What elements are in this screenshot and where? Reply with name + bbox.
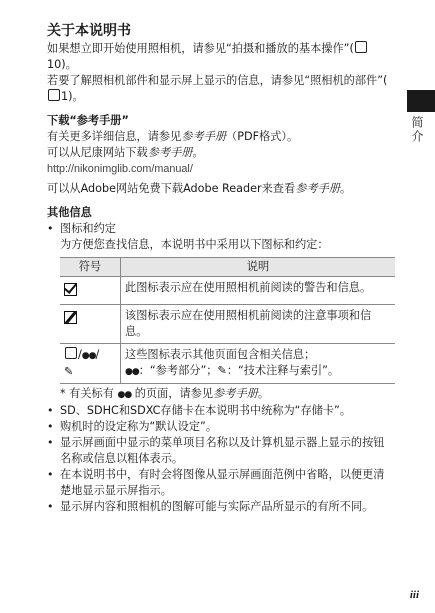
table-header-symbol: 符号 — [60, 258, 121, 277]
section-tab-label: 简介 — [410, 116, 424, 144]
list-item: • 购机时的设定称为“默认设定”。 — [47, 419, 395, 435]
binoculars-icon: ●● — [125, 367, 139, 377]
download-line-3: 可以从Adobe网站免费下载Adobe Reader来查看参考手册。 — [47, 182, 352, 195]
book-icon — [65, 347, 77, 359]
icons-bullet-title: • 图标和约定 — [47, 221, 395, 237]
table-row — [60, 305, 395, 344]
table-cell-description: 这些图标表示其他页面包含相关信息； ●●：“参考部分”；✎：“技术注释与索引”。 — [121, 344, 396, 384]
note-pencil-icon — [64, 311, 77, 324]
manual-url-link[interactable]: http://nikonimglib.com/manual/ — [47, 163, 193, 175]
page-number: iii — [409, 589, 419, 601]
section-tab-marker — [407, 90, 435, 112]
binoculars-icon: ●● — [117, 390, 132, 400]
download-line-2: 可以从尼康网站下载参考手册。 — [47, 146, 204, 159]
wrench-icon: ✎ — [64, 365, 74, 378]
wrench-icon: ✎ — [217, 364, 227, 377]
list-item: • 显示屏画面中显示的菜单项目名称以及计算机显示器上显示的按钮名称或信息以粗体表示。 — [47, 435, 395, 467]
table-row — [60, 277, 395, 305]
list-item: • SD、SDHC和SDXC存储卡在本说明书中统称为“存储卡”。 — [47, 403, 395, 419]
warning-check-icon — [64, 283, 77, 296]
footnote: * 有关标有 ●● 的页面，请参见参考手册。 — [47, 386, 395, 403]
icons-description: 为方便您查找信息，本说明书中采用以下图标和约定： — [60, 238, 329, 251]
symbols-table — [60, 257, 395, 384]
list-item: • 在本说明书中，有时会将图像从显示屏画面范例中省略，以便更清楚地显示显示屏指示。 — [47, 467, 395, 499]
intro-paragraph-2: 若要了解照相机部件和显示屏上显示的信息，请参见“照相机的部件”(1)。 — [47, 74, 388, 103]
page-title: 关于本说明书 — [47, 23, 131, 39]
table-header-description: 说明 — [121, 258, 396, 277]
book-icon — [48, 89, 60, 101]
page-content — [47, 22, 395, 515]
table-cell-description: 此图标表示应在使用照相机前阅读的警告和信息。 — [121, 277, 396, 305]
download-line-1: 有关更多详细信息，请参见参考手册（PDF格式）。 — [47, 130, 299, 143]
download-heading: 下载“参考手册” — [47, 114, 129, 127]
table-row: /●●/ ✎ 这些图标表示其他页面包含相关信息； ●●：“参考部分”；✎：“技术注释与索引”。 — [60, 344, 395, 384]
other-info-heading: 其他信息 — [47, 206, 92, 219]
table-cell-description: 该图标表示应在使用照相机前阅读的注意事项和信息。 — [121, 305, 396, 344]
binoculars-icon: ●● — [81, 351, 96, 361]
intro-paragraph-1: 如果想立即开始使用照相机，请参见“拍摄和播放的基本操作”(10)。 — [47, 41, 395, 73]
table-header-row — [60, 258, 395, 277]
list-item: • 显示屏内容和照相机的图解可能与实际产品所显示的有所不同。 — [47, 499, 395, 515]
book-icon — [355, 41, 367, 53]
